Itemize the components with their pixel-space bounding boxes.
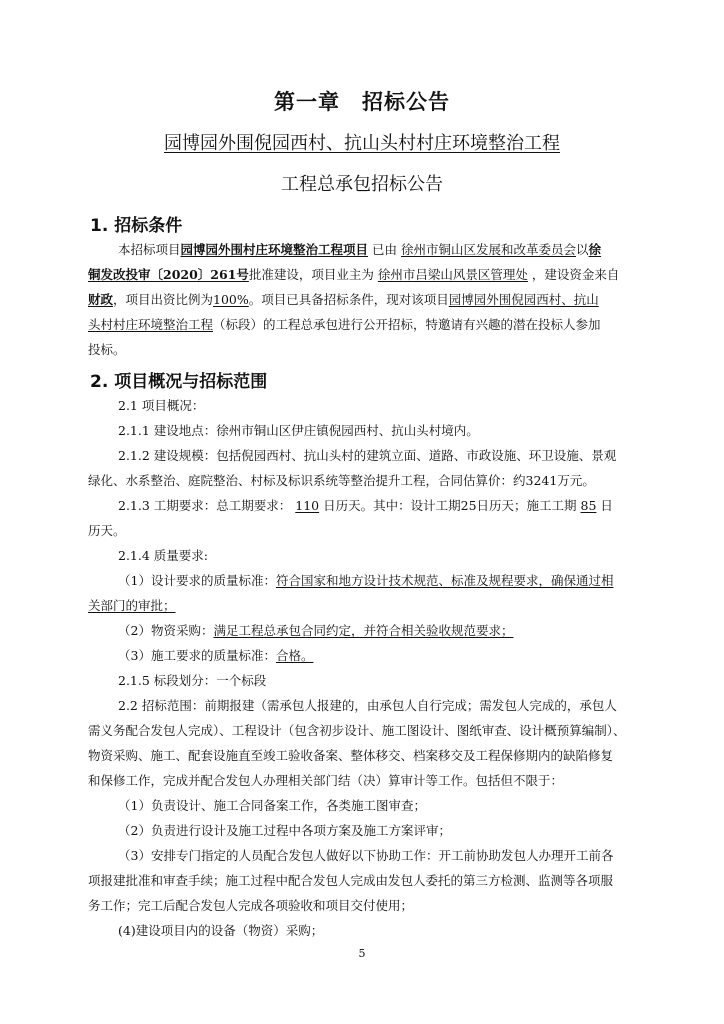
project-title: 园博园外围倪园西村、抗山头村村庄环境整治工程 (164, 133, 560, 154)
s1-line-5: 投标。 (88, 342, 126, 357)
para-2-1-3-a (118, 498, 636, 514)
section-1-heading: 1. 招标条件 (90, 216, 183, 236)
para-2-2-b: 需义务配合发包人完成）、工程设计（包含初步设计、施工图设计、图纸审查、设计概预算编制）、 (88, 723, 626, 738)
text: 日 (600, 498, 613, 513)
text: ，项目出资比例为 (113, 292, 214, 307)
text: 110 (295, 498, 320, 513)
text: 徐州市吕梁山风景区管理处 (377, 267, 528, 282)
text: 合格。 (275, 648, 314, 663)
s1-line-2 (88, 267, 636, 283)
s1-line-1 (118, 242, 636, 258)
para-2-2-c: 物资采购、施工、配套设施直至竣工验收备案、整体移交、档案移交及工程保修期内的缺陷修复 (88, 748, 614, 763)
scope-3-a: （3）安排专门指定的人员配合发包人做好以下协助工作：开工前协助发包人办理开工前各 (118, 848, 614, 863)
scope-4: (4)建设项目内的设备（物资）采购； (118, 923, 324, 938)
notice-title: 工程总承包招标公告 (281, 174, 443, 195)
text: ，建设资金来自 (531, 267, 620, 282)
para-2-1-4: 2.1.4 质量要求: (118, 548, 208, 563)
para-2-1-5: 2.1.5 标段划分：一个标段 (118, 673, 267, 688)
text: 符合国家和地方设计技术规范、标准及规程要求，确保通过相 (275, 573, 614, 588)
text: 85 (580, 498, 597, 513)
text: 关部门的审批； (88, 598, 176, 613)
scope-3-b: 项报建批准和审查手续；施工过程中配合发包人完成由发包人委托的第三方检测、监测等各项服 (88, 873, 614, 888)
text: 已由 (372, 242, 398, 257)
quality-3 (118, 648, 636, 664)
text: 日历天。其中：设计工期25日历天；施工工期 (323, 498, 577, 513)
text: 2.1.3 工期要求：总工期要求： (118, 498, 292, 513)
para-2-2-a: 2.2 招标范围：前期报建（需承包人报建的，由承包人自行完成；需发包人完成的，承包人 (118, 698, 617, 713)
text: （1）设计要求的质量标准： (118, 573, 276, 588)
text: 满足工程总承包合同约定，并符合相关验收规范要求； (213, 623, 514, 638)
text: （3）施工要求的质量标准： (118, 648, 276, 663)
quality-2 (118, 623, 636, 639)
scope-3-c: 务工作；完工后配合发包人完成各项验收和项目交付使用； (88, 898, 414, 913)
text: 以 (576, 242, 589, 257)
s1-line-3 (88, 292, 636, 308)
text: （标段）的工程总承包进行公开招标，特邀请有兴趣的潜在投标人参加 (213, 317, 601, 332)
text: 批准建设，项目业主为 (248, 267, 374, 282)
chapter-title: 第一章 招标公告 (274, 90, 450, 114)
para-2-2-d: 和保修工作，完成并配合发包人办理相关部门结（决）算审计等工作。包括但不限于： (88, 773, 564, 788)
text: 本招标项目 (118, 242, 181, 257)
text: （2）物资采购： (118, 623, 214, 638)
text: 头村村庄环境整治工程 (88, 317, 214, 332)
s1-line-4 (88, 317, 636, 333)
para-2-1: 2.1 项目概况： (118, 398, 205, 413)
text: 园博园外围村庄环境整治工程项目 (180, 242, 369, 257)
quality-1-a (118, 573, 636, 589)
text: 园博园外围倪园西村、抗山 (448, 292, 599, 307)
text: 100% (213, 292, 249, 307)
para-2-1-2-a: 2.1.2 建设规模：包括倪园西村、抗山头村的建筑立面、道路、市政设施、环卫设施、景观 (118, 448, 617, 463)
para-2-1-3-b: 历天。 (88, 523, 126, 538)
text: 徐 (588, 242, 602, 257)
para-2-1-1: 2.1.1 建设地点：徐州市铜山区伊庄镇倪园西村、抗山头村境内。 (118, 423, 479, 438)
scope-1: （1）负责设计、施工合同备案工作，各类施工图审查； (118, 798, 426, 813)
scope-2: （2）负责进行设计及施工过程中各项方案及施工方案评审； (118, 823, 451, 838)
text: 铜发改投审〔2020〕261号 (88, 267, 249, 282)
section-2-heading: 2. 项目概况与招标范围 (90, 372, 268, 392)
text: 财政 (88, 292, 114, 307)
text: 徐州市铜山区发展和改革委员会 (401, 242, 577, 257)
page-number: 5 (358, 947, 366, 960)
para-2-1-2-b: 绿化、水系整治、庭院整治、村标及标识系统等整治提升工程，合同估算价：约3241万元。 (88, 473, 595, 488)
text: 。项目已具备招标条件，现对该项目 (248, 292, 449, 307)
quality-1-b (88, 598, 636, 614)
